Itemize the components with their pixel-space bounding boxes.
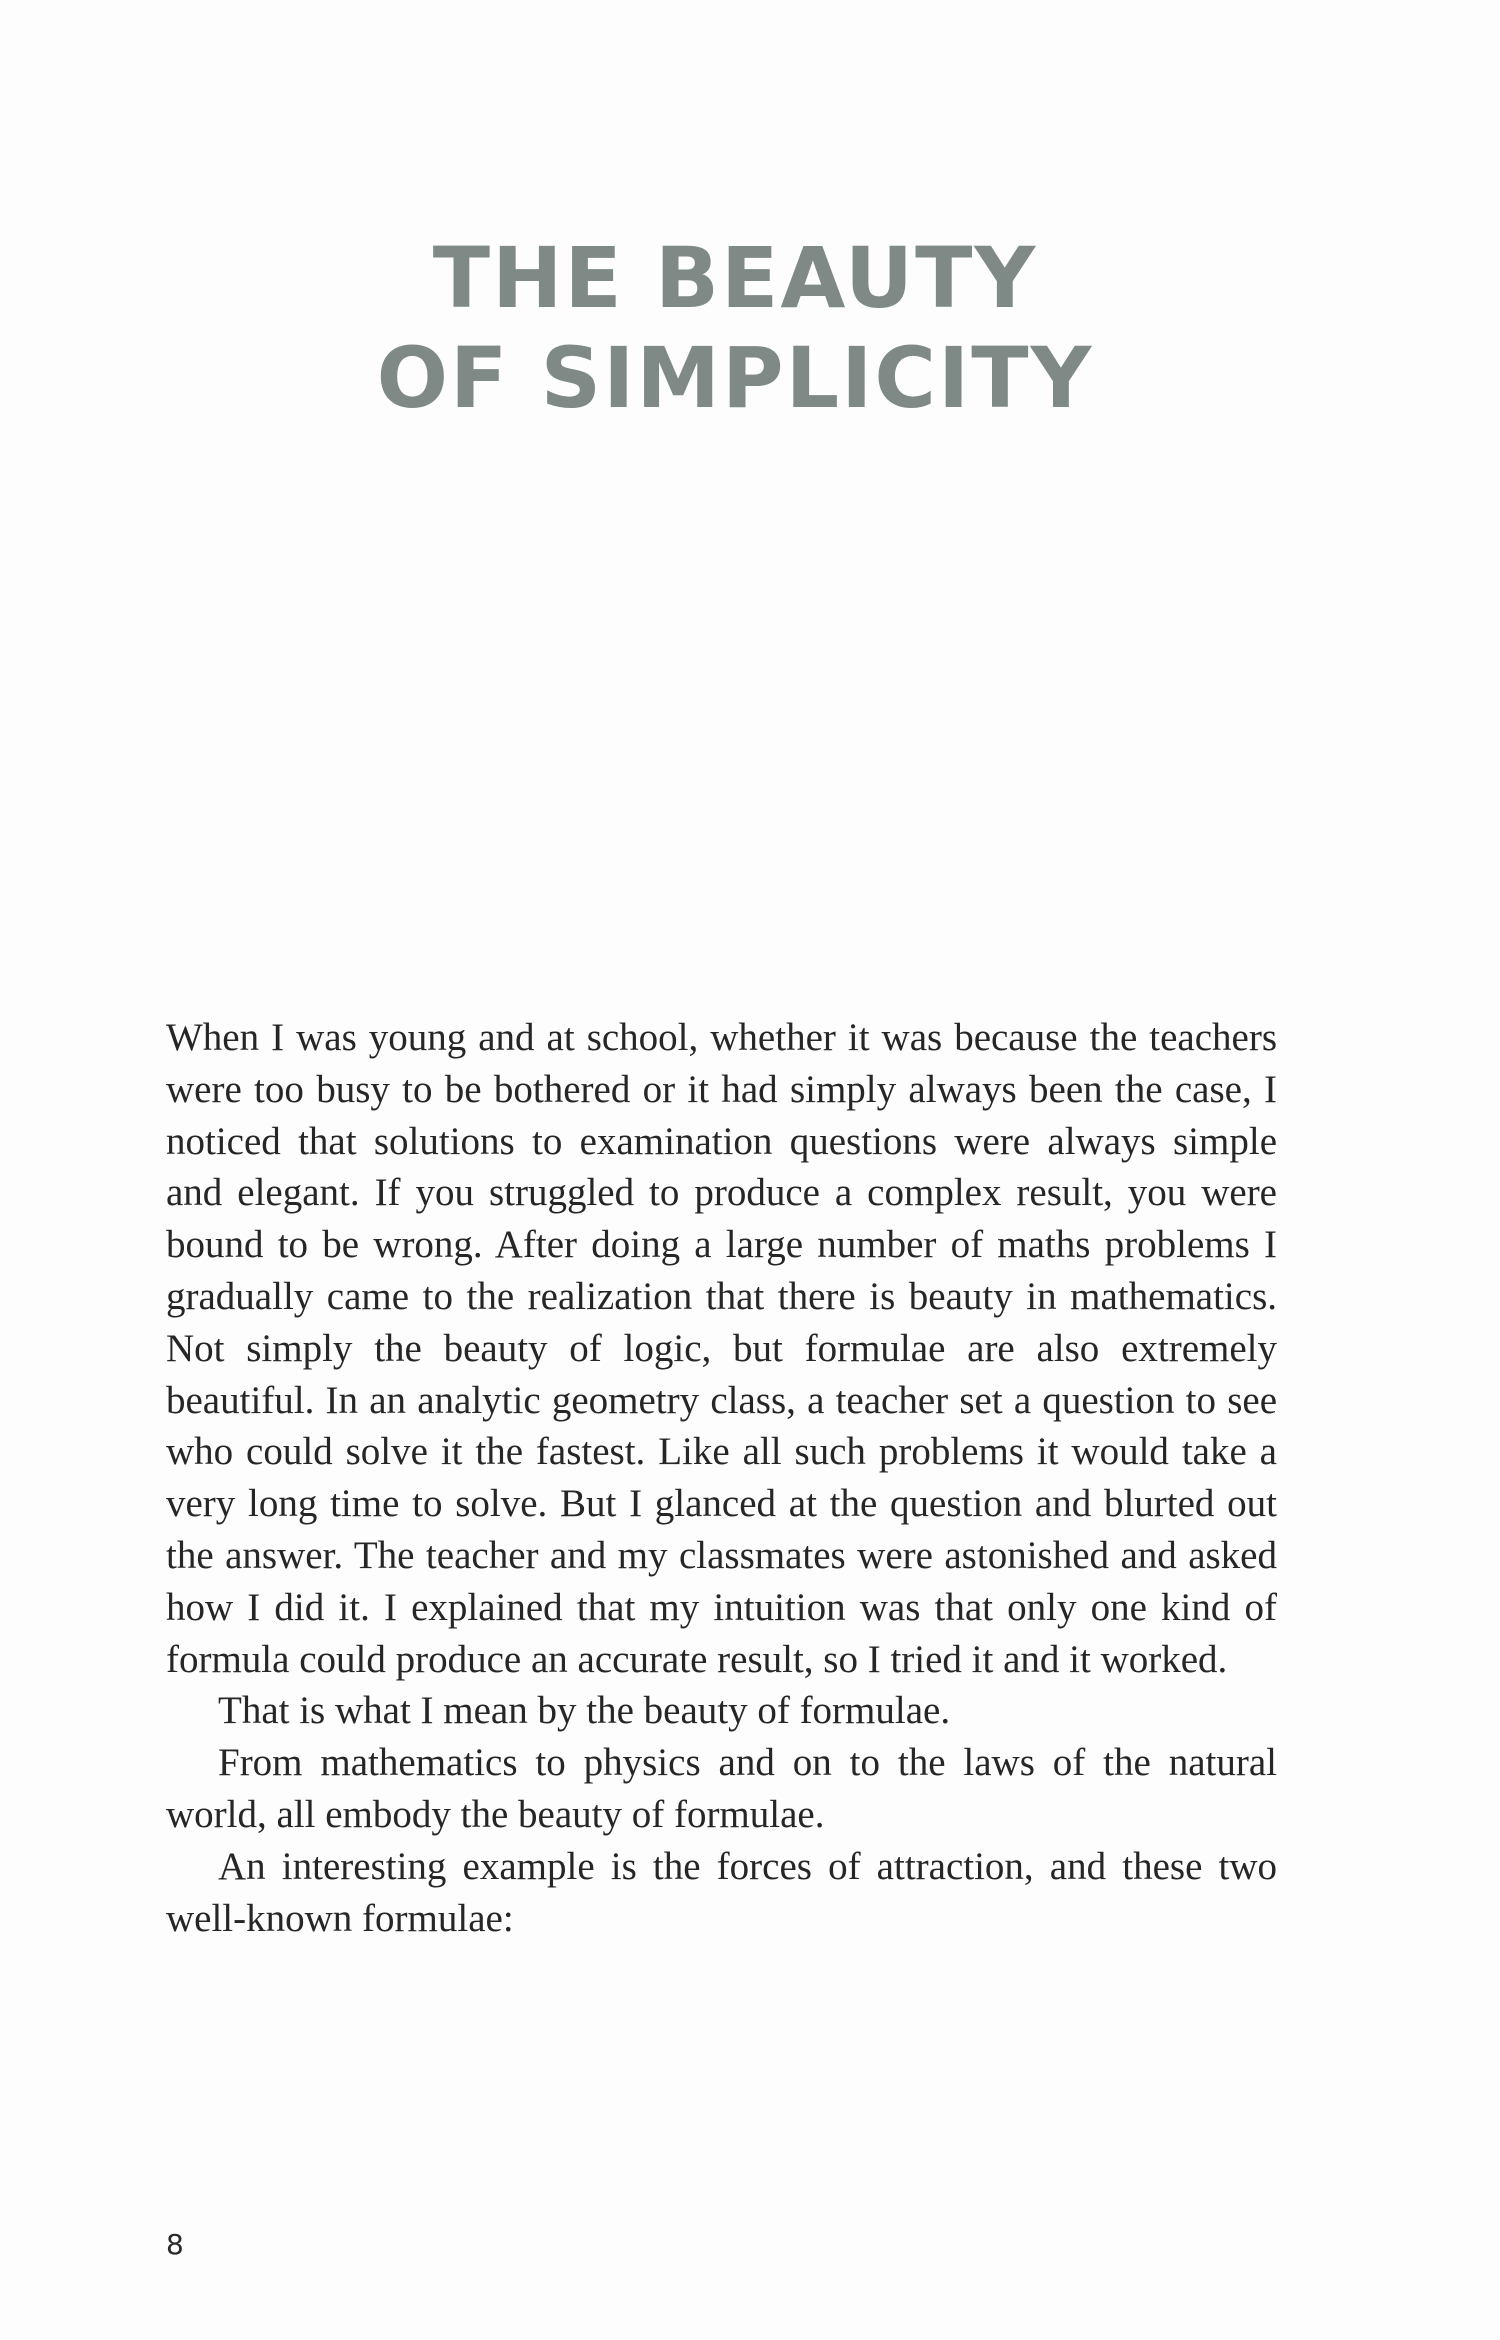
- paragraph-forces-of-attraction: An interesting example is the forces of attraction, and these two well-known formulae:: [166, 1844, 1277, 1940]
- chapter-title-line-2: OF SIMPLICITY: [376, 329, 1094, 427]
- body-text: [166, 1012, 1277, 1944]
- chapter-title: [0, 228, 1470, 428]
- paragraph-mathematics-to-physics: From mathematics to physics and on to the laws of the natural world, all embody the beauty of formulae.: [166, 1741, 1277, 1836]
- page-number: 8: [166, 2228, 184, 2261]
- paragraph-intro: When I was young and at school, whether it was because the teachers were too busy to be bothered or it had simply always been the case, I noticed that solutions to examination questions were always simple and elegant. If you struggled to produce a complex result, you were bound to be wrong. After doing a large number of maths problems I gradually came to the realization that there is beauty in mathematics. Not simply the beauty of logic, but formulae are also extremely beautiful. In an analytic geometry class, a teacher set a question to see who could solve it the fastest. Like all such problems it would take a very long time to solve. But I glanced at the question and blurted out the answer. The teacher and my classmates were astonished and asked how I did it. I explained that my intuition was that only one kind of formula could produce an accurate result, so I tried it and it worked.: [166, 1016, 1277, 1681]
- chapter-title-line-1: THE BEAUTY: [432, 229, 1038, 327]
- paragraph-beauty-of-formulae: That is what I mean by the beauty of formulae.: [218, 1689, 951, 1733]
